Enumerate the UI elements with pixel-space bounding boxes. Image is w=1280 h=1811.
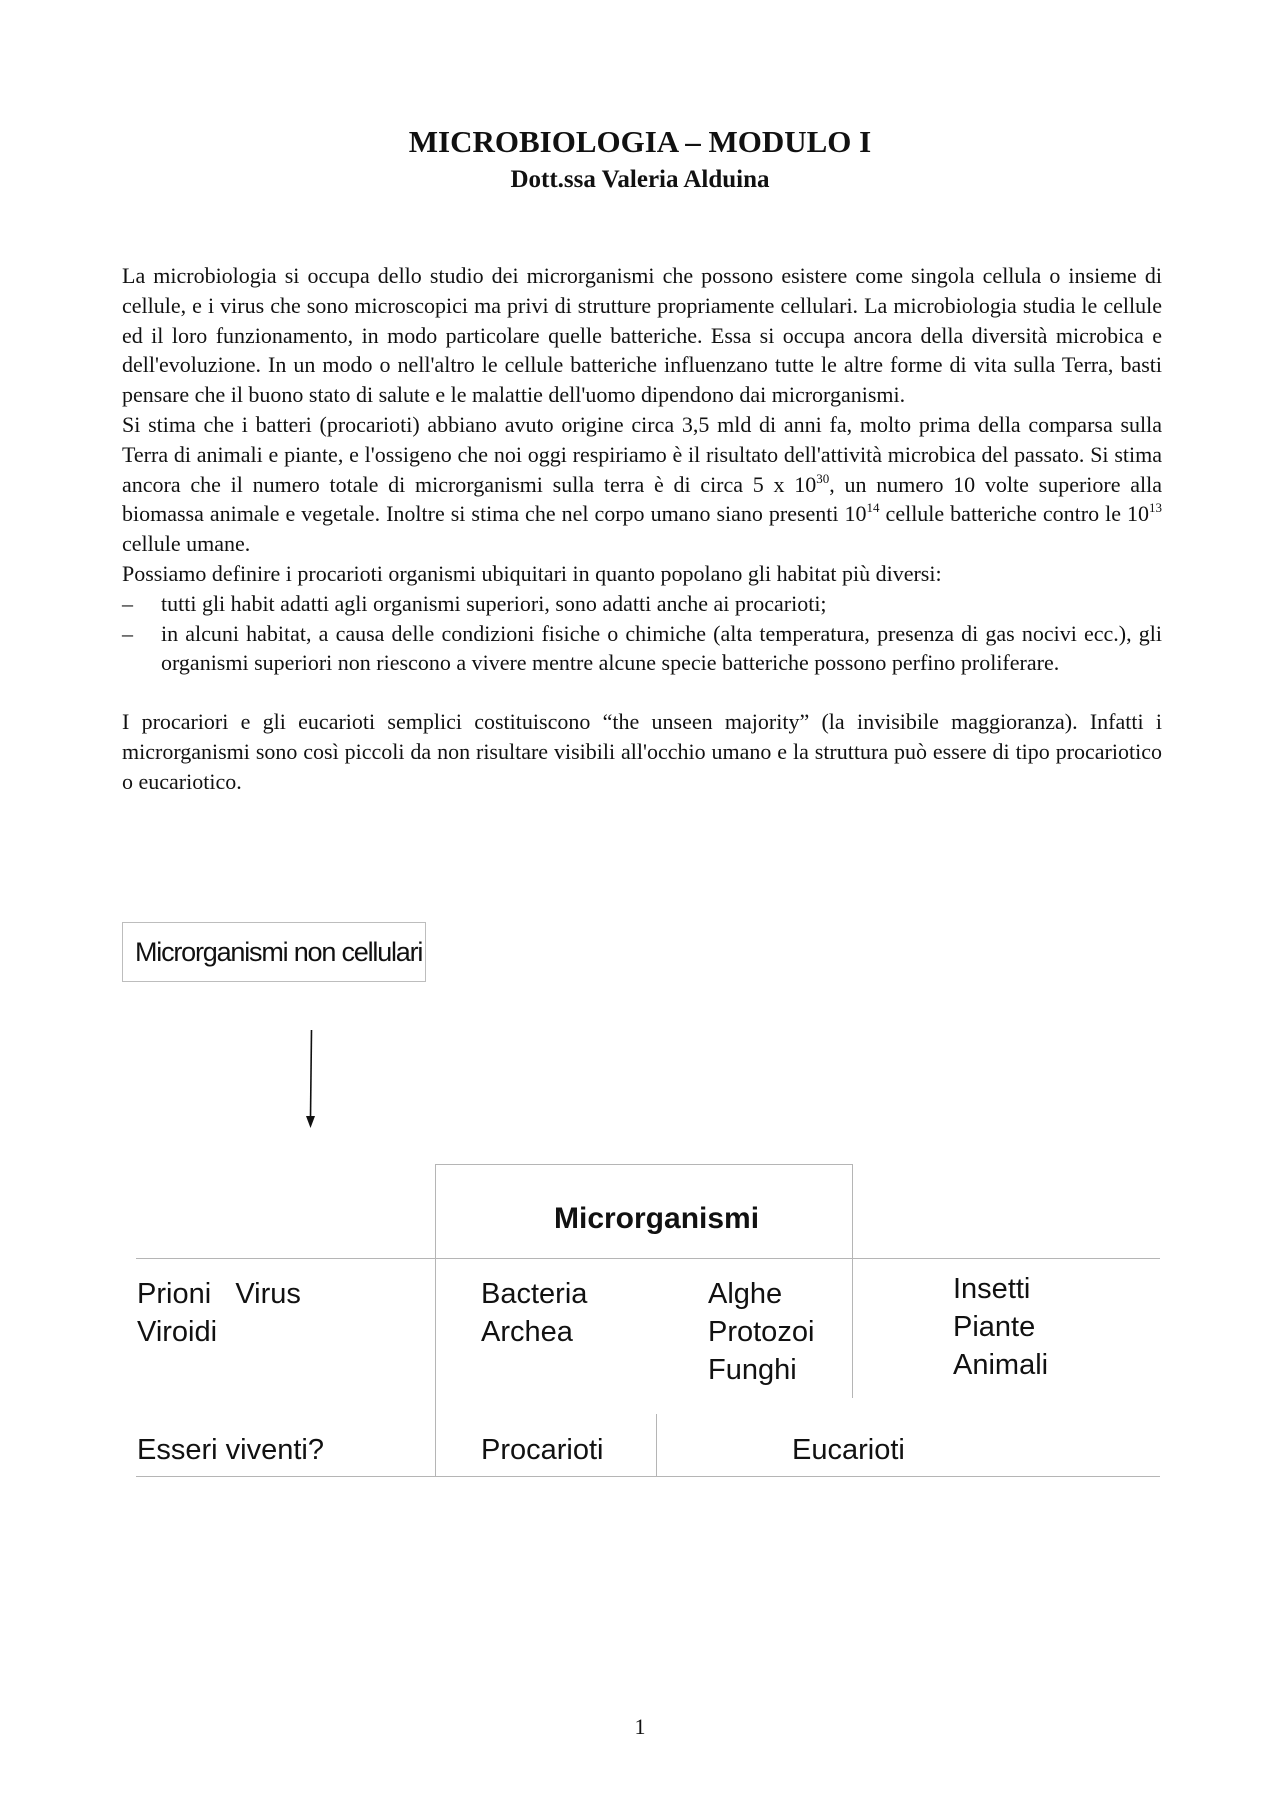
page-number: 1 bbox=[634, 1714, 646, 1739]
bullet-dash: – bbox=[122, 620, 133, 646]
insects-label: Insetti bbox=[953, 1273, 1031, 1305]
living-beings-label: Esseri viventi? bbox=[137, 1434, 324, 1466]
fungi-label: Funghi bbox=[708, 1354, 797, 1386]
arrow-down-icon bbox=[300, 1030, 324, 1130]
table-line-right bbox=[852, 1164, 853, 1398]
paragraph-unseen-majority: I procariori e gli eucarioti semplici costituiscono “the unseen majority” (la invisibile maggioranza). Infatti i microrganismi sono così piccoli da non risultare visibili all'occhio umano e la struttura può essere di tipo procariotico o eucariotico. bbox=[122, 709, 1162, 794]
list-item-text: in alcuni habitat, a causa delle condizioni fisiche o chimiche (alta temperatura, presenza di gas nocivi ecc.), gli organismi superiori non riescono a vivere mentre alcune specie batteriche possono perfino proliferare. bbox=[161, 620, 1162, 676]
list-item bbox=[122, 619, 1162, 679]
prokaryotes-label: Procarioti bbox=[481, 1434, 604, 1466]
plants-label: Piante bbox=[953, 1311, 1036, 1343]
list-item bbox=[122, 589, 1162, 619]
habitat-list bbox=[122, 589, 1162, 678]
exponent-13: 13 bbox=[1149, 500, 1162, 516]
protozoa-label: Protozoi bbox=[708, 1316, 815, 1348]
prions-viruses-label: Prioni Virus bbox=[137, 1278, 301, 1310]
paragraph-estimates-text-4: cellule umane. bbox=[122, 531, 251, 557]
eukaryotes-label: Eucarioti bbox=[792, 1434, 905, 1466]
table-line-center-divider bbox=[656, 1414, 657, 1476]
non-cellular-microorganisms-box: Microrganismi non cellulari bbox=[122, 922, 426, 982]
animals-label: Animali bbox=[953, 1349, 1049, 1381]
document-body bbox=[122, 261, 1162, 797]
document-author: Dott.ssa Valeria Alduina bbox=[510, 166, 770, 193]
viroids-label: Viroidi bbox=[137, 1316, 218, 1348]
table-line-top bbox=[435, 1164, 853, 1165]
paragraph-ubiquitous: Possiamo definire i procarioti organismi ubiquitari in quanto popolano gli habitat più diversi: bbox=[122, 560, 942, 586]
paragraph-estimates bbox=[122, 410, 1162, 559]
exponent-14: 14 bbox=[866, 500, 880, 516]
document-title: MICROBIOLOGIA – MODULO I bbox=[408, 124, 872, 159]
paragraph-spacer bbox=[122, 678, 1162, 707]
table-line-left bbox=[435, 1164, 436, 1476]
paragraph-estimates-text-2: , un numero 10 volte superiore alla biomassa animale e vegetale. Inoltre si stima che nel corpo umano siano presenti 10 bbox=[122, 471, 1162, 527]
bacteria-label: Bacteria bbox=[481, 1278, 588, 1310]
exponent-30: 30 bbox=[816, 470, 830, 486]
paragraph-estimates-text-1: Si stima che i batteri (procarioti) abbiano avuto origine circa 3,5 mld di anni fa, molto prima della comparsa sulla Terra di animali e piante, e l'ossigeno che noi oggi respiriamo è il risultato dell'attività microbica del passato. Si stima ancora che il numero totale di microrganismi sulla terra è di circa 5 x 10 bbox=[122, 411, 1162, 497]
microorganisms-header: Microrganismi bbox=[554, 1202, 760, 1235]
list-item-text: tutti gli habit adatti agli organismi superiori, sono adatti anche ai procarioti; bbox=[161, 590, 827, 616]
archea-label: Archea bbox=[481, 1316, 573, 1348]
table-line-bottom bbox=[136, 1476, 1160, 1477]
table-line-middle-horizontal bbox=[136, 1258, 1160, 1259]
paragraph-intro: La microbiologia si occupa dello studio dei microrganismi che possono esistere come singola cellula o insieme di cellule, e i virus che sono microscopici ma privi di strutture propriamente cellulari. La microbiologia studia le cellule ed il loro funzionamento, in modo particolare quelle batteriche. Essa si occupa ancora della diversità microbica e dell'evoluzione. In un modo o nell'altro le cellule batteriche influenzano tutte le altre forme di vita sulla Terra, basti pensare che il buono stato di salute e le malattie dell'uomo dipendono dai microrganismi. bbox=[122, 263, 1162, 408]
bullet-dash: – bbox=[122, 590, 133, 616]
paragraph-estimates-text-3: cellule batteriche contro le 10 bbox=[879, 501, 1149, 527]
algae-label: Alghe bbox=[708, 1278, 783, 1310]
